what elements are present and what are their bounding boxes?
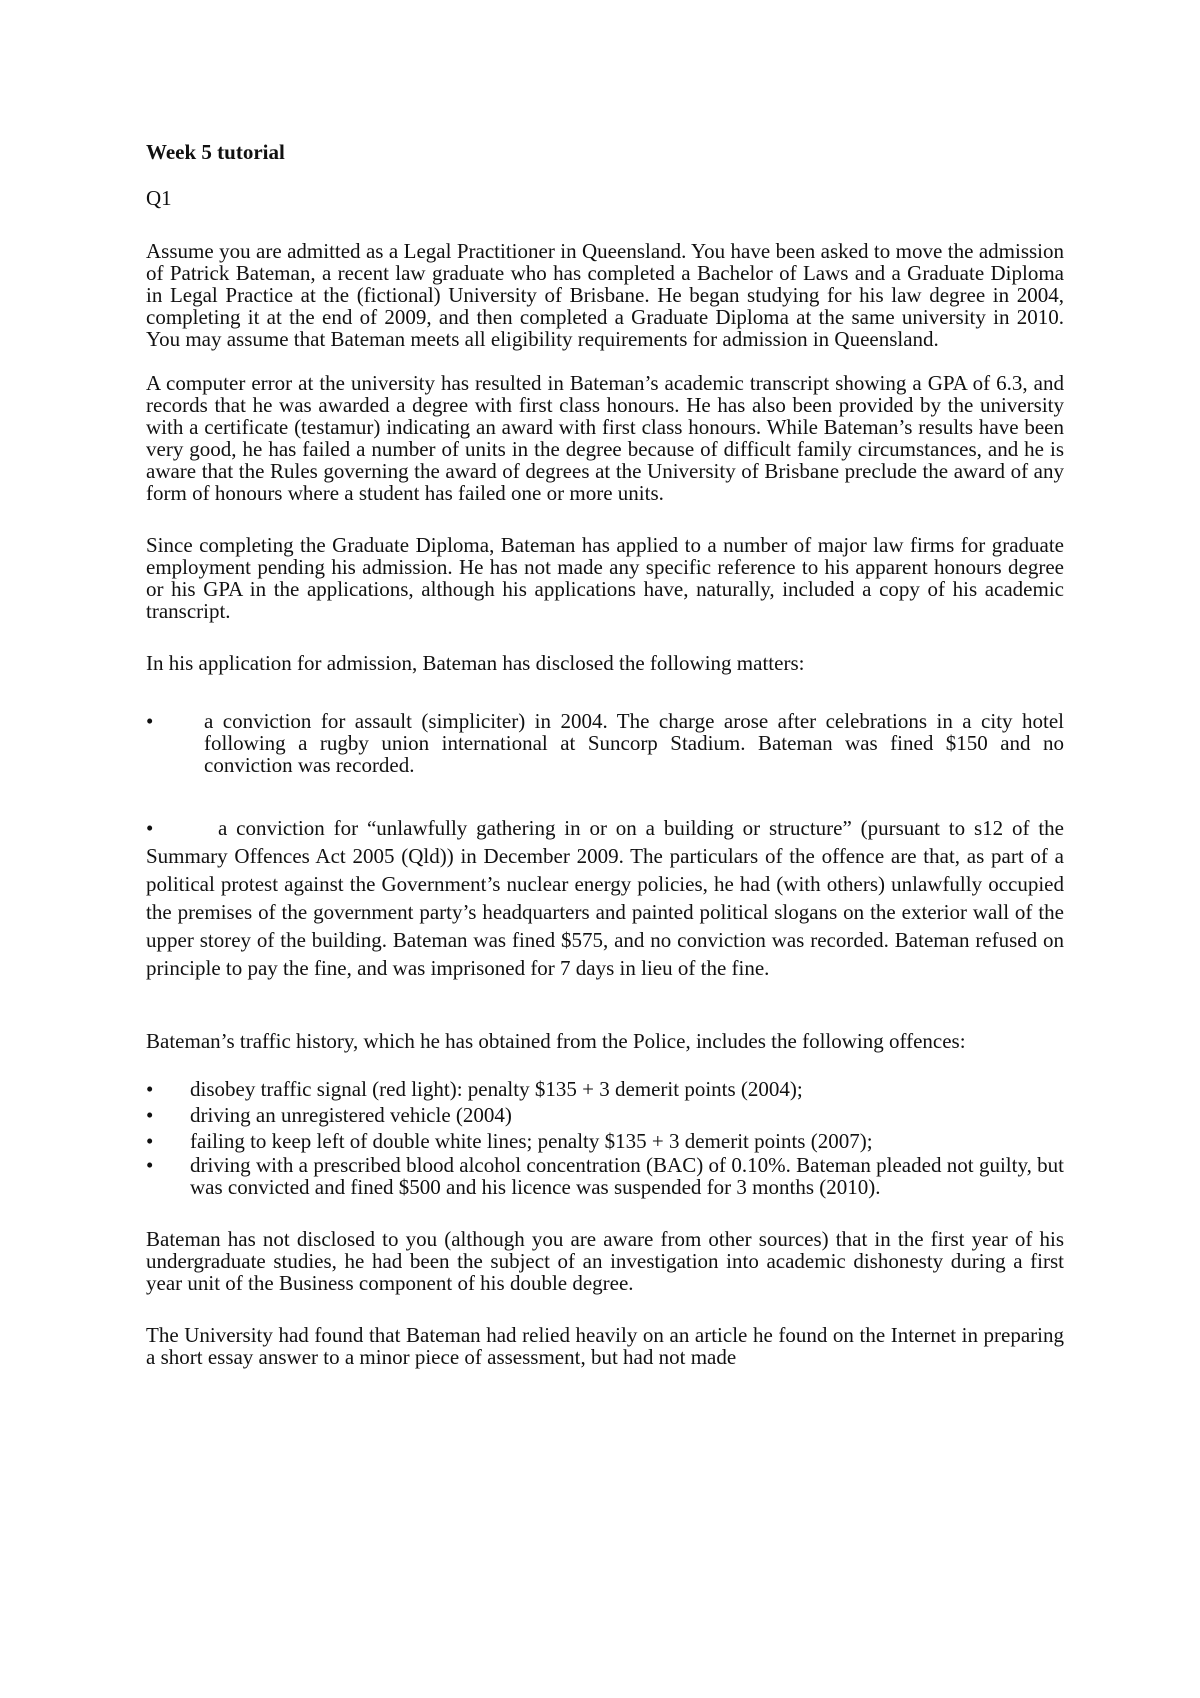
list-item-text: a conviction for assault (simpliciter) in 2004. The charge arose after celebrations in a city hotel following a rugby union international at Suncorp Stadium. Bateman was fined $150 and no conviction was recorded. [204,709,1064,777]
paragraph-employment-applications: Since completing the Graduate Diploma, Bateman has applied to a number of major law firms for graduate employment pending his admission. He has not made any specific reference to his apparent honours degree or his GPA in the applications, although his applications have, naturally, included a copy of his academic transcript. [146,533,1064,623]
disclosed-matters-list [146,710,1064,776]
list-item [146,1102,1064,1128]
traffic-offences-list [146,1076,1064,1198]
bullet-icon: • [146,1129,154,1153]
paragraph-traffic-intro: Bateman’s traffic history, which he has obtained from the Police, includes the following offences: [146,1029,966,1053]
paragraph-admission-background: Assume you are admitted as a Legal Practitioner in Queensland. You have been asked to move the admission of Patrick Bateman, a recent law graduate who has completed a Bachelor of Laws and a Graduate Diploma in Legal Practice at the (fictional) University of Brisbane. He began studying for his law degree in 2004, completing it at the end of 2009, and then completed a Graduate Diploma at the same university in 2010. You may assume that Bateman meets all eligibility requirements for admission in Queensland. [146,239,1064,351]
list-item-text: driving an unregistered vehicle (2004) [190,1103,512,1127]
bullet-icon: • [146,1153,154,1177]
bullet-icon: • [146,816,154,840]
paragraph-computer-error: A computer error at the university has resulted in Bateman’s academic transcript showing a GPA of 6.3, and records that he was awarded a degree with first class honours. He has also been provided by the university with a certificate (testamur) indicating an award with first class honours. While Bateman’s results have been very good, he has failed a number of units in the degree because of difficult family circumstances, and he is aware that the Rules governing the award of degrees at the University of Brisbane preclude the award of any form of honours where a student has failed one or more units. [146,371,1064,505]
paragraph-disclosed-intro: In his application for admission, Bateman has disclosed the following matters: [146,651,805,675]
list-item-unlawful-gathering [146,814,1064,982]
paragraph-university-finding: The University had found that Bateman had relied heavily on an article he found on the Internet in preparing a short essay answer to a minor piece of assessment, but had not made [146,1323,1064,1369]
list-item [146,1154,1064,1198]
bullet-icon: • [146,1077,154,1101]
paragraph-academic-dishonesty: Bateman has not disclosed to you (although you are aware from other sources) that in the first year of his undergraduate studies, he had been the subject of an investigation into academic dishonesty during a first year unit of the Business component of his double degree. [146,1227,1064,1295]
list-item-text: a conviction for “unlawfully gathering in or on a building or structure” (pursuant to s12 of the Summary Offences Act 2005 (Qld)) in December 2009. The particulars of the offence are that, as part of a political protest against the Government’s nuclear energy policies, he had (with others) unlawfully occupied the premises of the government party’s headquarters and painted political slogans on the exterior wall of the upper storey of the building. Bateman was fined $575, and no conviction was recorded. Bateman refused on principle to pay the fine, and was imprisoned for 7 days in lieu of the fine. [146,816,1064,980]
bullet-icon: • [146,709,154,733]
list-item-text: driving with a prescribed blood alcohol concentration (BAC) of 0.10%. Bateman pleaded not guilty, but was convicted and fined $500 and his licence was suspended for 3 months (2010). [190,1153,1064,1199]
list-item [146,1128,1064,1154]
document-page [146,140,1064,1368]
bullet-icon: • [146,1103,154,1127]
list-item-text: disobey traffic signal (red light): penalty $135 + 3 demerit points (2004); [190,1077,803,1101]
list-item [146,710,1064,776]
list-item-text: failing to keep left of double white lines; penalty $135 + 3 demerit points (2007); [190,1129,873,1153]
list-item [146,1076,1064,1102]
document-heading: Week 5 tutorial [146,140,285,164]
question-label: Q1 [146,186,172,210]
